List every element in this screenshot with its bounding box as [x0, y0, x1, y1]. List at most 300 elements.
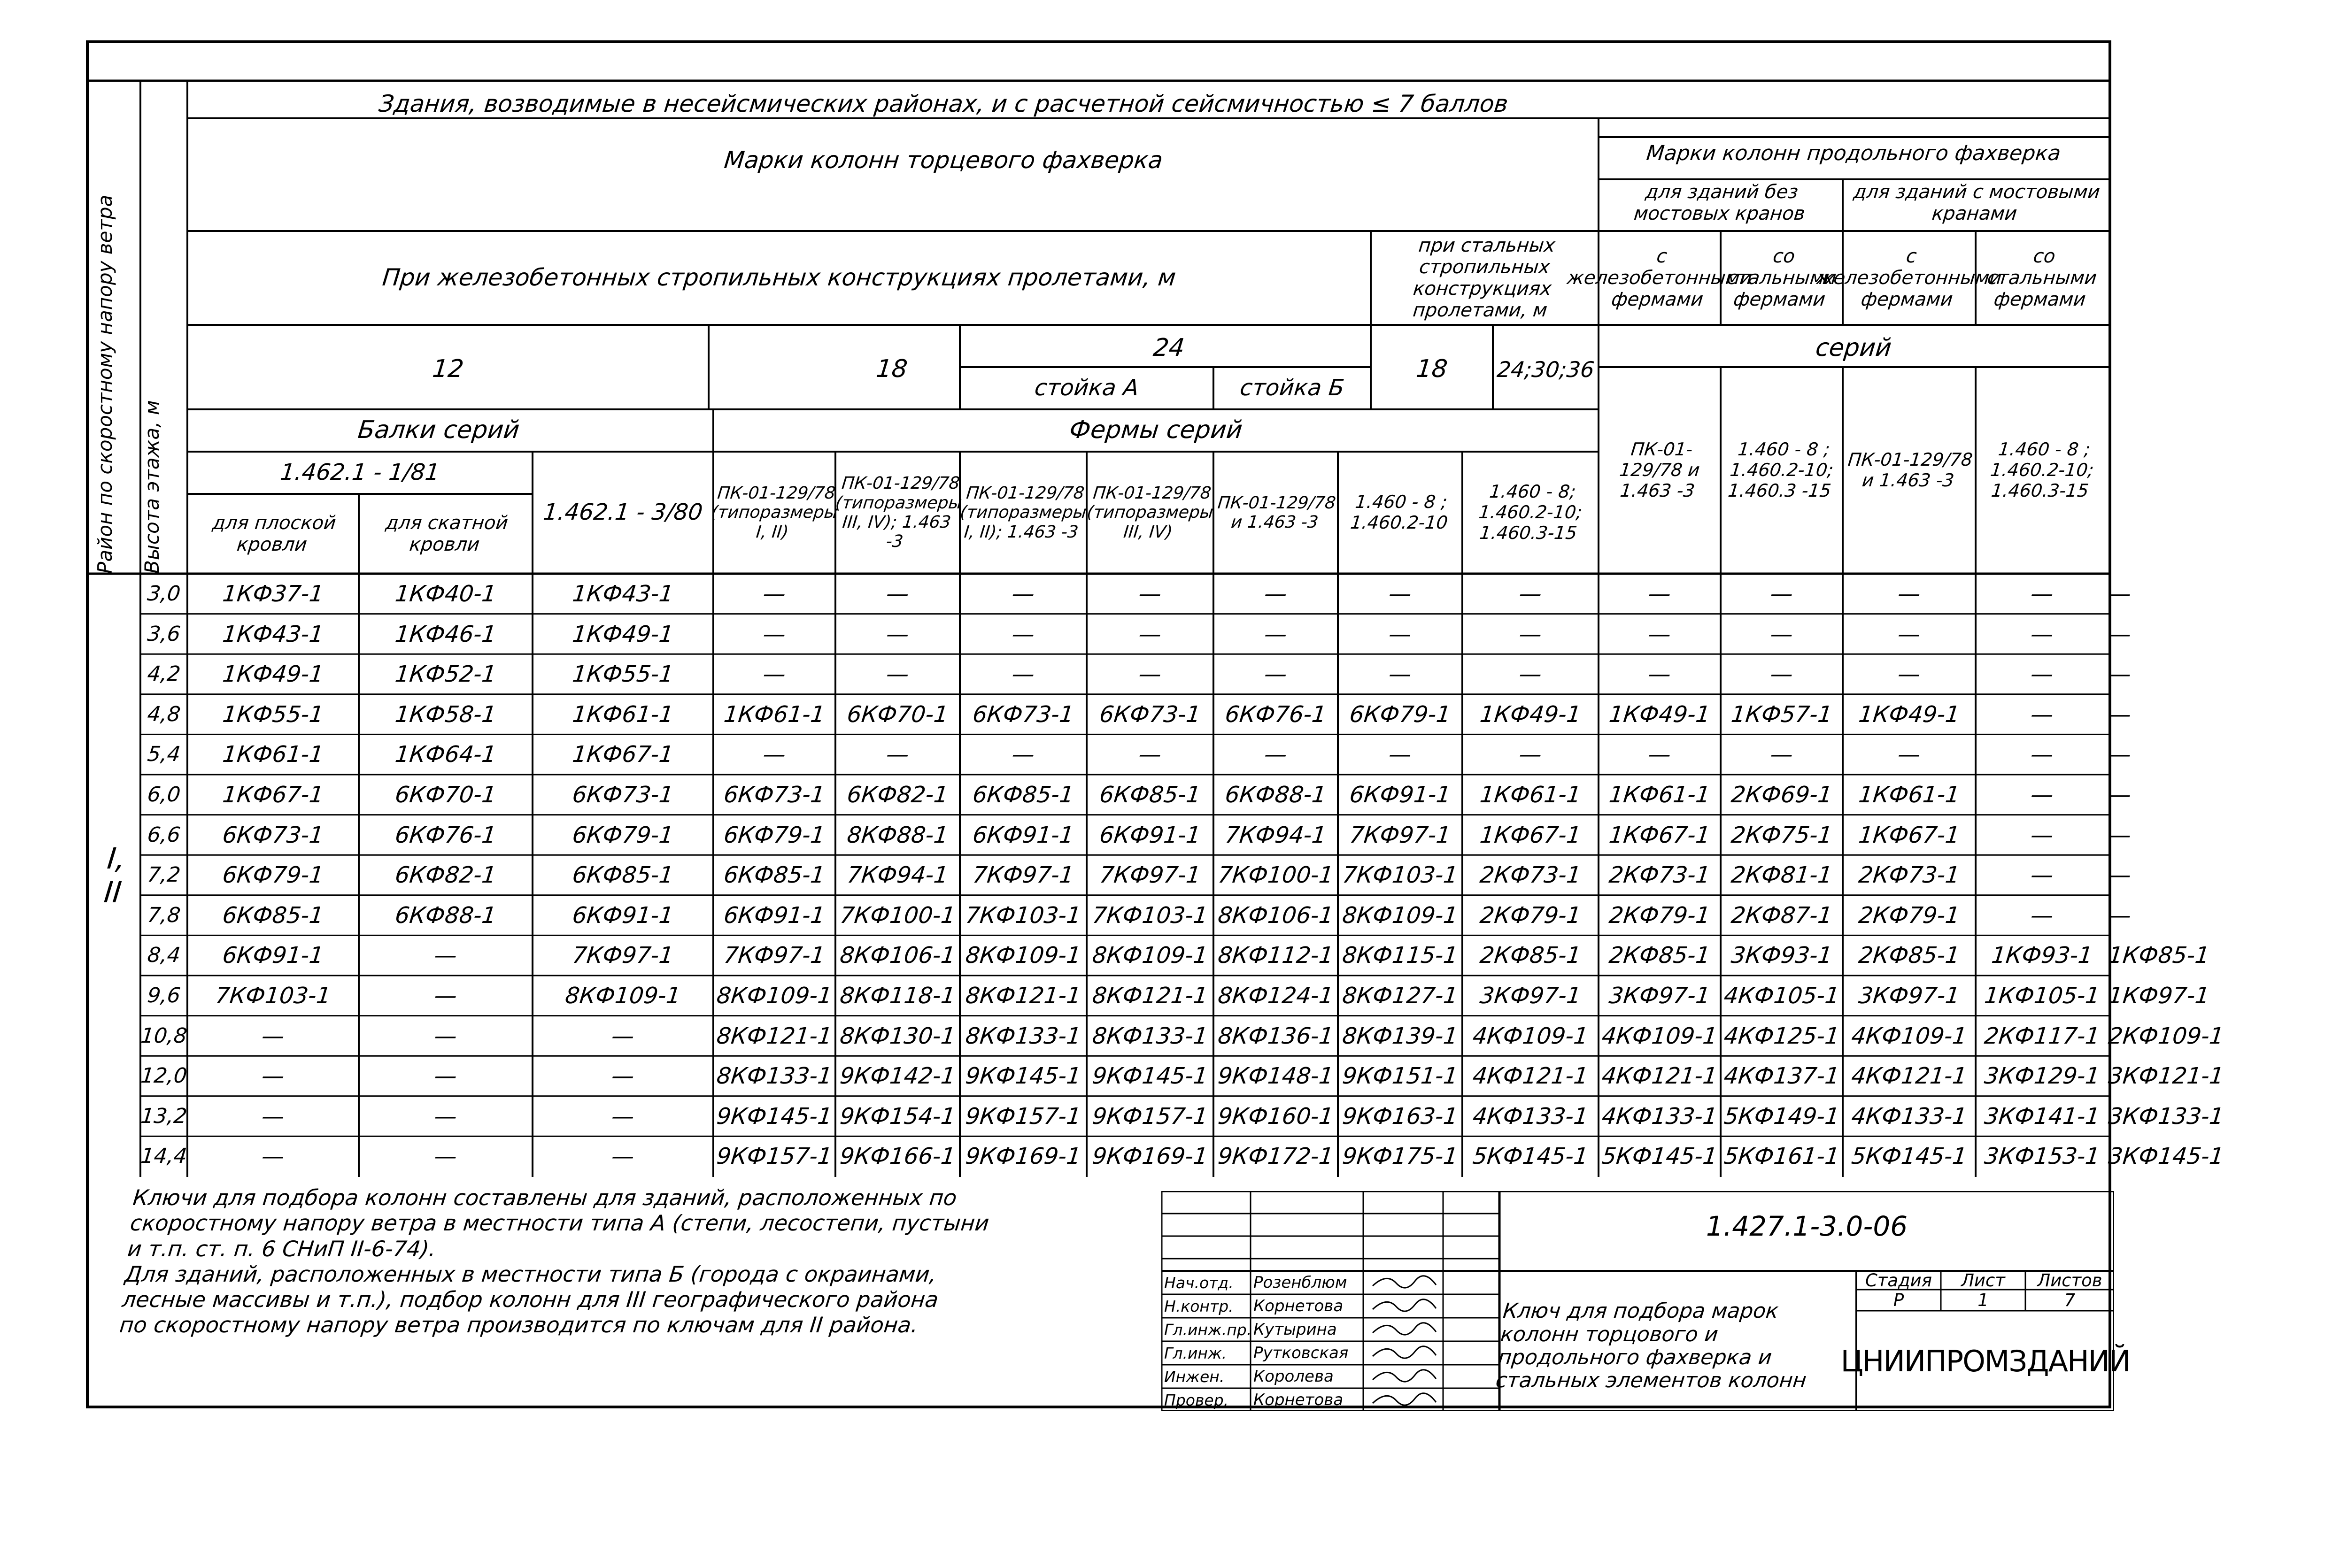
table-cell: —: [762, 661, 787, 687]
table-cell: 3КФ153-1: [1983, 1143, 2101, 1170]
table-cell: —: [2107, 741, 2132, 768]
table-cell: 3КФ145-1: [2107, 1143, 2225, 1170]
table-cell: —: [2107, 902, 2132, 929]
table-cell: 4КФ121-1: [1600, 1062, 1719, 1089]
stage-value: Р: [1893, 1290, 1904, 1310]
key-table: [89, 43, 2225, 1177]
truss-col-5: ПК-01-129/78 и 1.463 -3: [1216, 493, 1337, 532]
table-cell: 8КФ130-1: [838, 1022, 957, 1049]
table-cell: —: [1263, 741, 1289, 768]
document-code: 1.427.1-3.0-06: [1706, 1210, 1908, 1242]
table-cell: 6КФ91-1: [571, 902, 675, 929]
handwritten-signature: [1373, 1346, 1436, 1358]
table-cell: 1КФ105-1: [1983, 982, 2101, 1009]
table-cell: 4КФ125-1: [1722, 1022, 1841, 1049]
table-cell: 7КФ97-1: [722, 942, 826, 969]
row-height: 9,6: [146, 984, 182, 1008]
truss-col-3: ПК-01-129/78 (типоразмеры I, II); 1.463 -3: [959, 483, 1088, 542]
row-height: 4,2: [146, 662, 182, 686]
table-cell: —: [2107, 580, 2132, 607]
span-24-steel: 24;30;36: [1496, 356, 1596, 382]
table-cell: 4КФ109-1: [1471, 1022, 1590, 1049]
table-cell: 8КФ139-1: [1341, 1022, 1460, 1049]
signature-name: Корнетова: [1253, 1391, 1344, 1409]
table-cell: 5КФ145-1: [1850, 1143, 1969, 1170]
table-cell: 2КФ79-1: [1607, 902, 1712, 929]
sheets-value: 7: [2064, 1290, 2076, 1310]
table-cell: 6КФ88-1: [394, 902, 498, 929]
signature-name: Рутковская: [1253, 1344, 1349, 1362]
table-cell: 5КФ161-1: [1722, 1143, 1841, 1170]
table-cell: —: [2029, 902, 2055, 929]
table-cell: 1КФ85-1: [2107, 942, 2211, 969]
table-cell: 1КФ67-1: [1607, 822, 1712, 848]
table-cell: 8КФ133-1: [964, 1022, 1082, 1049]
table-cell: —: [2107, 621, 2132, 647]
signature-role: Инжен.: [1164, 1367, 1225, 1386]
table-cell: —: [1518, 741, 1543, 768]
table-cell: —: [1769, 621, 1794, 647]
table-cell: 6КФ76-1: [394, 822, 498, 848]
table-cell: 6КФ70-1: [394, 781, 498, 808]
table-cell: 8КФ115-1: [1341, 942, 1460, 969]
table-cell: 1КФ49-1: [1857, 701, 1961, 728]
table-cell: 4КФ133-1: [1850, 1103, 1969, 1130]
table-cell: 6КФ91-1: [1348, 781, 1452, 808]
table-cell: —: [1011, 621, 1036, 647]
long-rc-2: с железобетонными фермами: [1815, 246, 2003, 310]
span-18-steel: 18: [1414, 355, 1449, 384]
table-cell: 1КФ55-1: [571, 661, 675, 687]
table-cell: 8КФ109-1: [564, 982, 682, 1009]
row-height: 6,0: [146, 783, 182, 807]
table-cell: 3КФ97-1: [1607, 982, 1712, 1009]
row-height: 12,0: [139, 1064, 188, 1088]
table-cell: 6КФ73-1: [722, 781, 826, 808]
table-cell: —: [885, 661, 911, 687]
table-cell: —: [1647, 661, 1672, 687]
table-cell: —: [2029, 701, 2055, 728]
table-cell: —: [885, 741, 911, 768]
table-cell: 4КФ105-1: [1722, 982, 1841, 1009]
table-cell: 2КФ85-1: [1478, 942, 1583, 969]
table-cell: 4КФ121-1: [1850, 1062, 1969, 1089]
drawing-sheet: [86, 40, 2225, 1409]
truss-col-2: ПК-01-129/78 (типоразмеры III, IV); 1.463 -3: [834, 474, 963, 552]
stand-b: стойка Б: [1238, 375, 1346, 401]
table-cell: —: [1137, 741, 1163, 768]
table-cell: 5КФ149-1: [1722, 1103, 1841, 1130]
no-cranes-title: для зданий без мостовых кранов: [1633, 181, 1807, 224]
table-cell: —: [1387, 621, 1413, 647]
table-cell: 1КФ61-1: [221, 741, 325, 768]
table-cell: 9КФ163-1: [1341, 1103, 1460, 1130]
table-cell: —: [2029, 741, 2055, 768]
handwritten-signature: [1373, 1276, 1436, 1288]
table-cell: 8КФ124-1: [1216, 982, 1335, 1009]
table-cell: —: [1263, 580, 1289, 607]
table-cell: 9КФ169-1: [964, 1143, 1082, 1170]
truss-col-1: ПК-01-129/78 (типоразмеры I, II): [710, 483, 839, 542]
table-cell: 5КФ145-1: [1471, 1143, 1590, 1170]
table-cell: 8КФ127-1: [1341, 982, 1460, 1009]
table-cell: 6КФ73-1: [221, 822, 325, 848]
signature-role: Провер.: [1164, 1391, 1229, 1409]
series-1462-1: 1.462.1 - 1/81: [279, 459, 441, 486]
floor-height-header: Высота этажа, м: [140, 400, 163, 574]
beams-title: Балки серий: [356, 416, 521, 445]
signature-role: Гл.инж.пр.: [1164, 1320, 1252, 1339]
table-cell: 8КФ106-1: [838, 942, 957, 969]
end-columns-title: Марки колонн торцевого фахверка: [723, 146, 1164, 174]
table-cell: 8КФ136-1: [1216, 1022, 1335, 1049]
long-rc-1: с железобетонными фермами: [1566, 246, 1753, 310]
table-cell: 6КФ79-1: [221, 861, 325, 888]
table-cell: 6КФ91-1: [722, 902, 826, 929]
table-cell: —: [2107, 861, 2132, 888]
table-cell: —: [1769, 580, 1794, 607]
table-cell: —: [1647, 621, 1672, 647]
table-cell: —: [1011, 661, 1036, 687]
long-series-4: 1.460 - 8 ; 1.460.2-10; 1.460.3-15: [1989, 439, 2095, 501]
table-cell: —: [1896, 661, 1922, 687]
table-cell: 9КФ151-1: [1341, 1062, 1460, 1089]
table-cell: 1КФ61-1: [571, 701, 675, 728]
table-cell: —: [433, 982, 458, 1009]
sheet-value: 1: [1977, 1290, 1989, 1310]
table-cell: —: [260, 1143, 286, 1170]
table-cell: 9КФ175-1: [1341, 1143, 1460, 1170]
table-cell: —: [433, 1143, 458, 1170]
table-cell: —: [1647, 580, 1672, 607]
table-cell: 7КФ103-1: [1341, 861, 1460, 888]
table-cell: —: [1769, 661, 1794, 687]
table-cell: —: [885, 621, 911, 647]
row-height: 7,8: [146, 903, 182, 928]
table-cell: —: [260, 1103, 286, 1130]
table-cell: 3КФ93-1: [1730, 942, 1834, 969]
table-cell: —: [610, 1143, 636, 1170]
table-cell: 1КФ97-1: [2107, 982, 2211, 1009]
table-cell: —: [2029, 621, 2055, 647]
table-cell: 8КФ121-1: [715, 1022, 834, 1049]
handwritten-signature: [1373, 1299, 1436, 1311]
series-1462-3: 1.462.1 - 3/80: [542, 499, 704, 526]
table-cell: 2КФ73-1: [1607, 861, 1712, 888]
table-cell: —: [762, 741, 787, 768]
table-cell: 2КФ81-1: [1730, 861, 1834, 888]
table-cell: 4КФ121-1: [1471, 1062, 1590, 1089]
table-cell: —: [1137, 661, 1163, 687]
table-cell: 6КФ85-1: [971, 781, 1075, 808]
table-cell: 1КФ49-1: [571, 621, 675, 647]
span-24: 24: [1151, 334, 1186, 362]
row-height: 13,2: [139, 1104, 188, 1129]
table-cell: —: [2107, 701, 2132, 728]
table-cell: —: [260, 1062, 286, 1089]
table-cell: 6КФ82-1: [846, 781, 950, 808]
table-cell: 9КФ157-1: [715, 1143, 834, 1170]
table-cell: 2КФ79-1: [1857, 902, 1961, 929]
table-cell: 1КФ49-1: [1478, 701, 1583, 728]
table-cell: 7КФ103-1: [214, 982, 332, 1009]
long-columns-title: Марки колонн продольного фахверка: [1645, 141, 2062, 165]
table-cell: 2КФ109-1: [2107, 1022, 2225, 1049]
row-height: 7,2: [146, 863, 182, 887]
table-cell: 9КФ166-1: [838, 1143, 957, 1170]
table-cell: —: [1518, 621, 1543, 647]
span-12: 12: [431, 355, 465, 384]
table-cell: 2КФ73-1: [1478, 861, 1583, 888]
table-cell: —: [1137, 621, 1163, 647]
table-cell: 7КФ100-1: [1216, 861, 1335, 888]
table-cell: —: [2107, 822, 2132, 848]
table-cell: 8КФ133-1: [715, 1062, 834, 1089]
table-cell: 8КФ88-1: [846, 822, 950, 848]
table-cell: 7КФ97-1: [1098, 861, 1202, 888]
table-cell: 6КФ73-1: [1098, 701, 1202, 728]
table-cell: 6КФ88-1: [1224, 781, 1328, 808]
sheet-label: Лист: [1961, 1270, 2005, 1291]
row-height: 5,4: [146, 742, 182, 767]
table-cell: 9КФ172-1: [1216, 1143, 1335, 1170]
table-cell: 6КФ85-1: [722, 861, 826, 888]
table-cell: —: [1896, 580, 1922, 607]
table-cell: 8КФ109-1: [1091, 942, 1209, 969]
table-cell: —: [1896, 621, 1922, 647]
table-cell: —: [885, 580, 911, 607]
title-block: [1161, 1191, 2130, 1411]
table-cell: —: [1011, 580, 1036, 607]
table-cell: 9КФ160-1: [1216, 1103, 1335, 1130]
table-cell: 8КФ112-1: [1216, 942, 1335, 969]
signature-role: Гл.инж.: [1164, 1344, 1227, 1362]
table-cell: 6КФ79-1: [571, 822, 675, 848]
table-cell: —: [1769, 741, 1794, 768]
table-cell: 8КФ121-1: [964, 982, 1082, 1009]
table-cell: 9КФ145-1: [964, 1062, 1082, 1089]
table-cell: 1КФ61-1: [722, 701, 826, 728]
table-cell: 3КФ129-1: [1983, 1062, 2101, 1089]
table-cell: 4КФ109-1: [1600, 1022, 1719, 1049]
table-cell: —: [1387, 741, 1413, 768]
table-cell: 7КФ94-1: [846, 861, 950, 888]
truss-col-4: ПК-01-129/78 (типоразмеры III, IV): [1086, 483, 1214, 542]
table-cell: 6КФ85-1: [221, 902, 325, 929]
table-cell: —: [1896, 741, 1922, 768]
table-cell: 7КФ94-1: [1224, 822, 1328, 848]
signature-name: Розенблюм: [1253, 1273, 1347, 1292]
table-cell: 8КФ109-1: [715, 982, 834, 1009]
table-cell: —: [2107, 661, 2132, 687]
table-cell: 1КФ43-1: [571, 580, 675, 607]
table-cell: —: [1137, 580, 1163, 607]
table-cell: —: [2029, 580, 2055, 607]
table-cell: —: [1387, 580, 1413, 607]
handwritten-signature: [1373, 1370, 1436, 1382]
row-height: 10,8: [139, 1023, 188, 1048]
table-cell: 1КФ67-1: [1478, 822, 1583, 848]
table-cell: 6КФ85-1: [571, 861, 675, 888]
table-cell: —: [610, 1062, 636, 1089]
row-height: 6,6: [146, 822, 182, 847]
table-cell: —: [2107, 781, 2132, 808]
notes: Ключи для подбора колонн составлены для зданий, расположенных по скоростному напору ветра в местности типа А (степи, лесостепи, пустыни и т.п. ст. п. 6 СНиП II-6-74). Для зданий, расположенных в местности типа Б (города с окраинами, лесные массивы и т.п.), подбор колонн для III географического района по скоростному напору ветра производится по ключам для II района.: [118, 1185, 990, 1338]
table-cell: 2КФ87-1: [1730, 902, 1834, 929]
handwritten-signature: [1373, 1393, 1436, 1405]
table-cell: 7КФ97-1: [1348, 822, 1452, 848]
table-cell: 9КФ145-1: [1091, 1062, 1209, 1089]
table-cell: 3КФ97-1: [1857, 982, 1961, 1009]
row-height: 4,8: [146, 702, 182, 727]
table-cell: 1КФ64-1: [394, 741, 498, 768]
signature-name: Корнетова: [1253, 1297, 1344, 1315]
table-cell: 8КФ133-1: [1091, 1022, 1209, 1049]
table-cell: 3КФ121-1: [2107, 1062, 2225, 1089]
table-cell: 7КФ97-1: [571, 942, 675, 969]
table-cell: 1КФ40-1: [394, 580, 498, 607]
handwritten-signature: [1373, 1323, 1436, 1335]
table-cell: 1КФ61-1: [1478, 781, 1583, 808]
table-cell: 5КФ145-1: [1600, 1143, 1719, 1170]
table-cell: —: [1011, 741, 1036, 768]
table-cell: —: [2029, 861, 2055, 888]
table-cell: 1КФ43-1: [221, 621, 325, 647]
table-cell: 1КФ67-1: [1857, 822, 1961, 848]
table-cell: 6КФ70-1: [846, 701, 950, 728]
table-cell: 1КФ49-1: [1607, 701, 1712, 728]
table-cell: 8КФ106-1: [1216, 902, 1335, 929]
table-cell: 8КФ118-1: [838, 982, 957, 1009]
table-cell: 8КФ109-1: [1341, 902, 1460, 929]
table-cell: 6КФ79-1: [1348, 701, 1452, 728]
table-cell: 1КФ46-1: [394, 621, 498, 647]
signature-name: Королева: [1253, 1367, 1334, 1386]
table-cell: 4КФ133-1: [1471, 1103, 1590, 1130]
table-cell: 4КФ109-1: [1850, 1022, 1969, 1049]
table-cell: 2КФ79-1: [1478, 902, 1583, 929]
table-cell: 6КФ91-1: [971, 822, 1075, 848]
table-cell: 2КФ75-1: [1730, 822, 1834, 848]
table-cell: 1КФ61-1: [1607, 781, 1712, 808]
table-cell: —: [433, 1022, 458, 1049]
table-cell: 9КФ154-1: [838, 1103, 957, 1130]
table-cell: —: [762, 580, 787, 607]
table-cell: 8КФ109-1: [964, 942, 1082, 969]
table-cell: 1КФ57-1: [1730, 701, 1834, 728]
table-cell: 2КФ73-1: [1857, 861, 1961, 888]
table-cell: —: [2029, 781, 2055, 808]
table-cell: 7КФ97-1: [971, 861, 1075, 888]
sheets-label: Листов: [2037, 1270, 2102, 1291]
wind-region-header: Район по скоростному напору ветра: [93, 194, 116, 574]
table-cell: —: [1263, 661, 1289, 687]
table-cell: —: [1263, 621, 1289, 647]
with-cranes-title: для зданий с мостовыми кранами: [1852, 181, 2101, 224]
table-cell: 8КФ121-1: [1091, 982, 1209, 1009]
table-cell: 6КФ82-1: [394, 861, 498, 888]
flat-roof: для плоской кровли: [211, 512, 337, 555]
long-steel-1: со стальными фермами: [1726, 246, 1838, 310]
table-cell: 3КФ133-1: [2107, 1103, 2225, 1130]
steel-spans-title: при стальных стропильных конструкциях пролетами, м: [1412, 235, 1556, 321]
table-cell: 7КФ100-1: [838, 902, 957, 929]
long-series-1: ПК-01-129/78 и 1.463 -3: [1618, 439, 1701, 501]
table-cell: 6КФ79-1: [722, 822, 826, 848]
table-cell: —: [1518, 580, 1543, 607]
truss-col-6: 1.460 - 8 ; 1.460.2-10: [1349, 492, 1449, 533]
drawing-title: Ключ для подбора марок колонн торцового и продольного фахверка и стальных элементов колонн: [1494, 1299, 1808, 1393]
long-steel-2: со стальными фермами: [1986, 246, 2098, 310]
table-cell: 6КФ85-1: [1098, 781, 1202, 808]
table-cell: 6КФ91-1: [1098, 822, 1202, 848]
organization: ЦНИИПРОМЗДАНИЙ: [1840, 1344, 2130, 1378]
table-cell: —: [1387, 661, 1413, 687]
table-cell: 6КФ91-1: [221, 942, 325, 969]
table-cell: 1КФ58-1: [394, 701, 498, 728]
table-cell: 6КФ76-1: [1224, 701, 1328, 728]
table-cell: 3КФ141-1: [1983, 1103, 2101, 1130]
table-cell: 9КФ142-1: [838, 1062, 957, 1089]
table-cell: —: [610, 1022, 636, 1049]
signature-role: Нач.отд.: [1164, 1273, 1234, 1292]
pitched-roof: для скатной кровли: [384, 512, 510, 555]
table-cell: —: [433, 1062, 458, 1089]
table-cell: —: [610, 1103, 636, 1130]
series-title: серий: [1814, 334, 1893, 362]
table-cell: 7КФ103-1: [964, 902, 1082, 929]
region-label: I, II: [102, 841, 127, 909]
truss-col-7: 1.460 - 8; 1.460.2-10; 1.460.3-15: [1477, 481, 1583, 543]
table-cell: 1КФ52-1: [394, 661, 498, 687]
long-series-3: ПК-01-129/78 и 1.463 -3: [1847, 449, 1974, 491]
stage-label: Стадия: [1865, 1270, 1932, 1291]
table-cell: 1КФ67-1: [221, 781, 325, 808]
table-cell: 7КФ103-1: [1091, 902, 1209, 929]
table-cell: —: [433, 1103, 458, 1130]
table-cell: 9КФ148-1: [1216, 1062, 1335, 1089]
row-height: 3,6: [146, 622, 182, 646]
table-cell: —: [1518, 661, 1543, 687]
table-cell: —: [762, 621, 787, 647]
span-18: 18: [874, 355, 909, 384]
table-cell: —: [2029, 661, 2055, 687]
table-cell: —: [433, 942, 458, 969]
table-cell: 2КФ85-1: [1607, 942, 1712, 969]
table-cell: 9КФ157-1: [964, 1103, 1082, 1130]
row-height: 14,4: [139, 1144, 188, 1168]
table-cell: 6КФ73-1: [571, 781, 675, 808]
table-cell: 9КФ157-1: [1091, 1103, 1209, 1130]
stand-a: стойка А: [1033, 375, 1140, 401]
table-cell: —: [2029, 822, 2055, 848]
table-cell: 1КФ55-1: [221, 701, 325, 728]
trusses-title: Фермы серий: [1068, 416, 1244, 445]
table-cell: 4КФ137-1: [1722, 1062, 1841, 1089]
table-cell: 4КФ133-1: [1600, 1103, 1719, 1130]
table-cell: 1КФ67-1: [571, 741, 675, 768]
table-cell: 1КФ61-1: [1857, 781, 1961, 808]
signature-name: Кутырина: [1253, 1320, 1337, 1339]
table-cell: 9КФ169-1: [1091, 1143, 1209, 1170]
table-cell: —: [1647, 741, 1672, 768]
table-cell: 1КФ37-1: [221, 580, 325, 607]
table-cell: 9КФ145-1: [715, 1103, 834, 1130]
table-cell: 6КФ73-1: [971, 701, 1075, 728]
table-cell: 1КФ93-1: [1990, 942, 2094, 969]
row-height: 8,4: [146, 943, 182, 968]
table-cell: 2КФ85-1: [1857, 942, 1961, 969]
